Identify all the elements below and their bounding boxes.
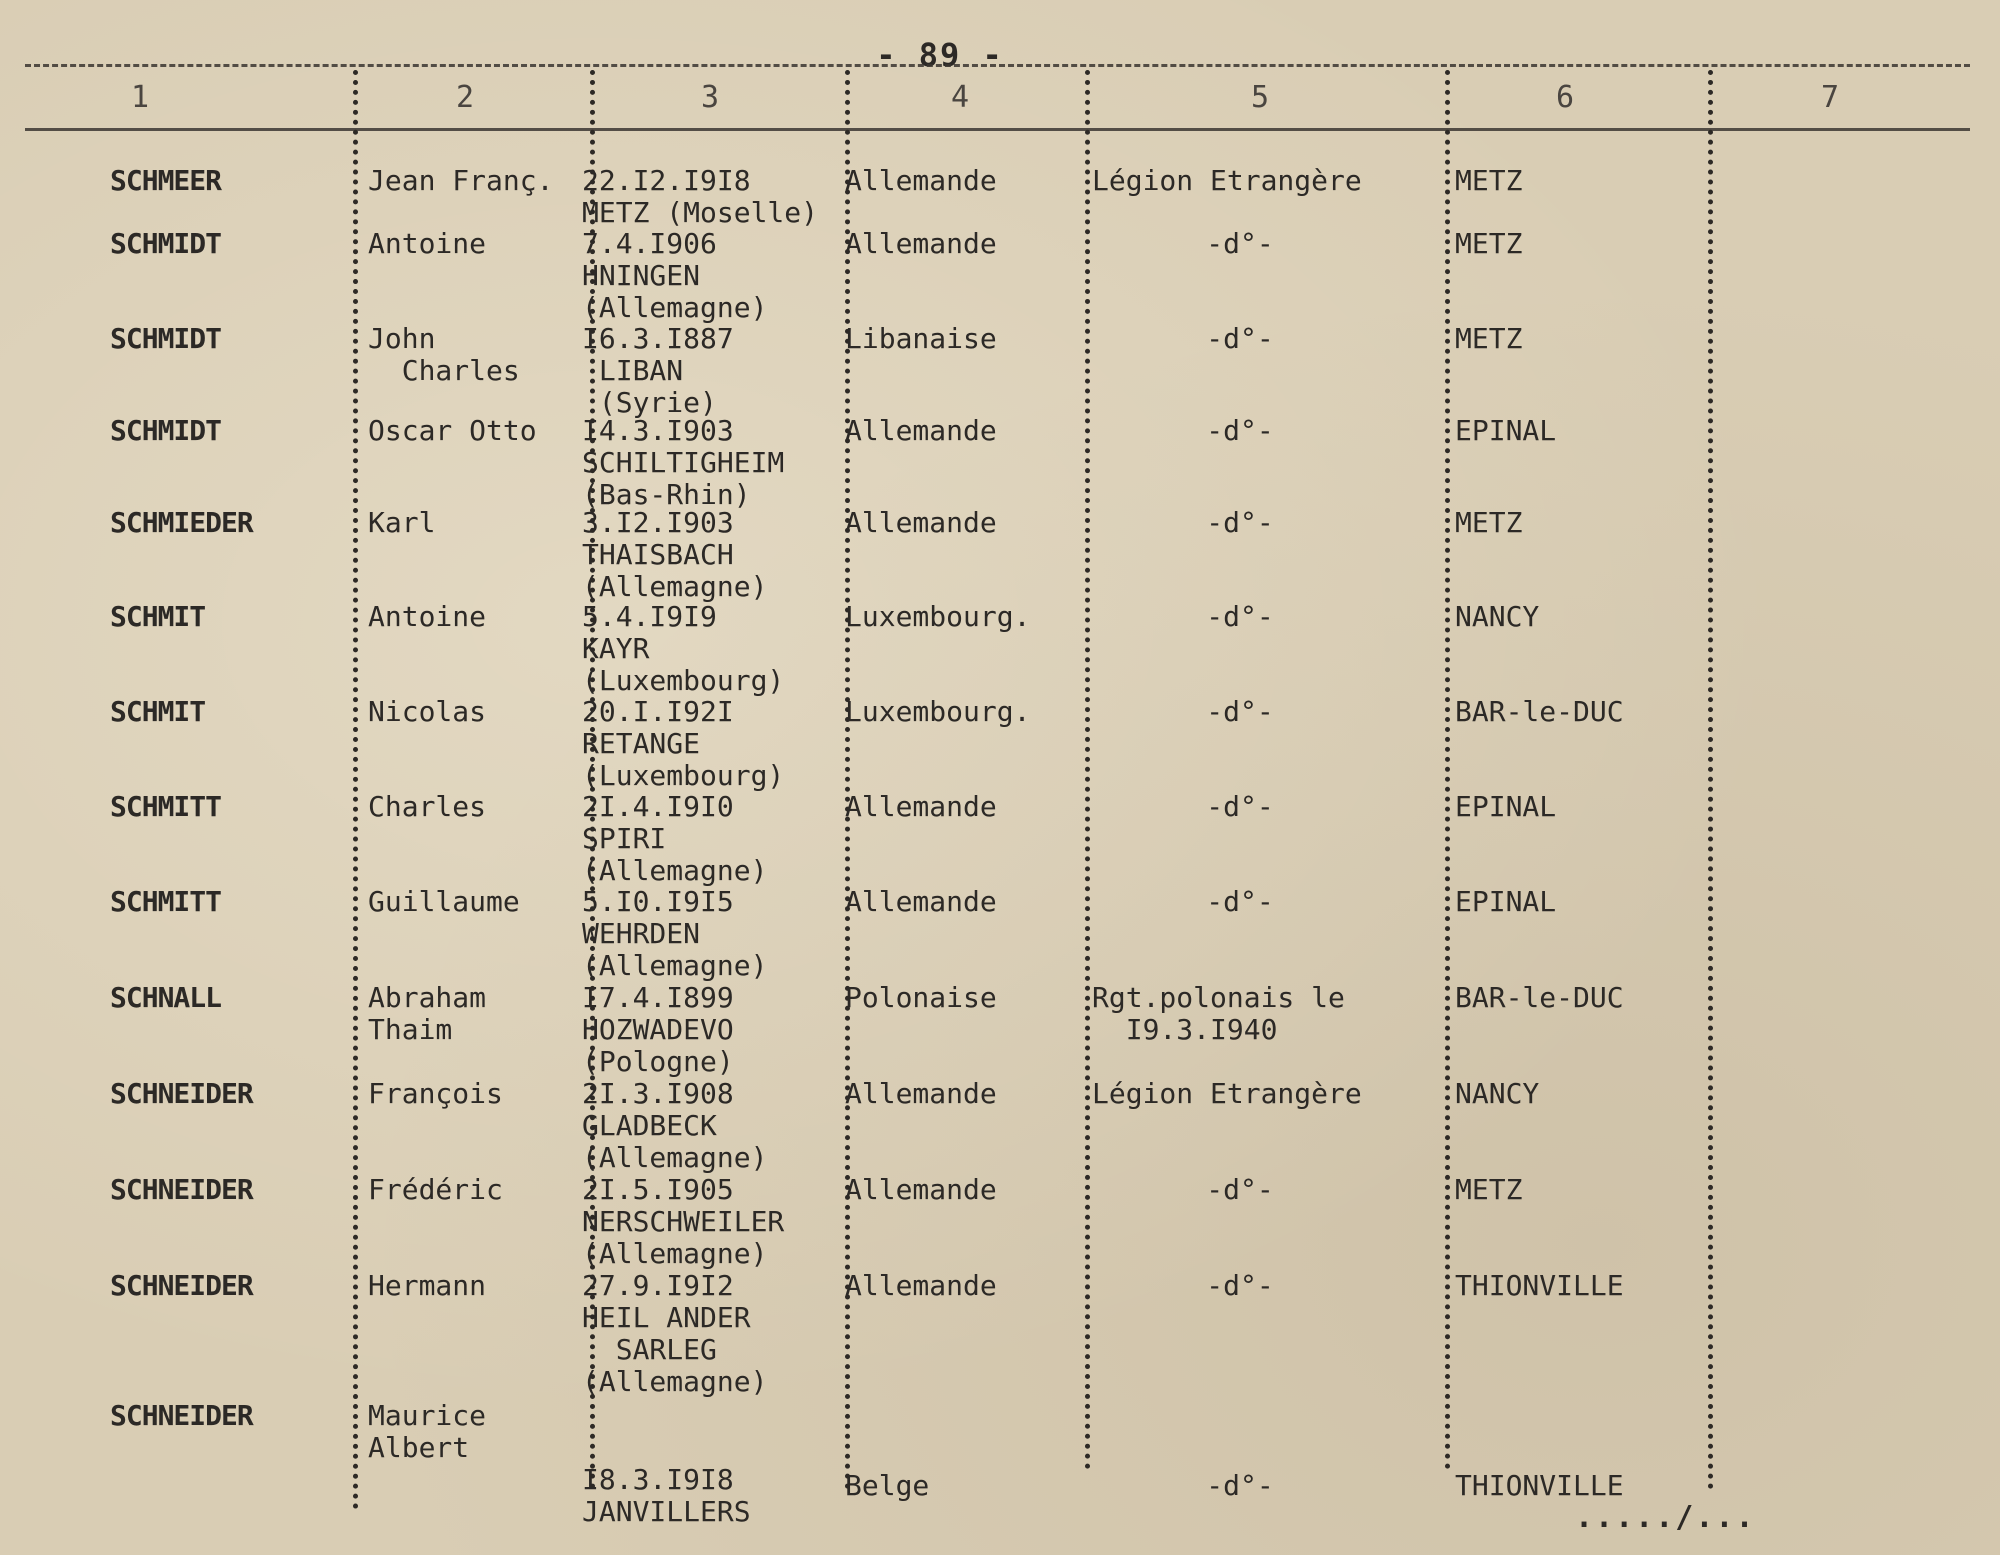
birth-date-place-line: (Luxembourg) [582,759,785,792]
unit-enlistment [1110,886,1370,918]
birth-date-place-line: NERSCHWEILER [582,1205,785,1238]
birth-date-place-line: 2I.3.I908 [582,1077,734,1110]
unit-enlistment [1110,1174,1370,1206]
unit-enlistment [1110,696,1370,728]
surname: SCHMITT [110,790,222,823]
column-number-1: 1 [130,80,150,115]
city: EPINAL [1455,790,1557,823]
birth-date-place-line: JANVILLERS [582,1495,751,1528]
birth-date-place-line: I6.3.I887 [582,322,734,355]
birth-date-place-line: I4.3.I903 [582,414,734,447]
first-names-line: Charles [368,354,520,387]
unit-enlistment-line: -d°- [1206,227,1274,260]
column-separator [1445,70,1450,1470]
first-names [368,1078,503,1110]
surname: SCHMIDT [110,322,222,355]
birth-date-place-line: HNINGEN [582,259,701,292]
first-names [368,507,435,539]
birth-date-place-line: (Allemagne) [582,1237,768,1270]
city: THIONVILLE [1455,1269,1624,1302]
birth-date-place-line: 20.I.I92I [582,695,734,728]
first-names-line: Antoine [368,227,487,260]
first-names-line: Antoine [368,600,487,633]
unit-enlistment-line: -d°- [1206,1269,1274,1302]
birth-date-place-line: (Allemagne) [582,570,768,603]
header-bottom-rule [25,128,1970,131]
birth-date-place-line: 2I.5.I905 [582,1173,734,1206]
first-names [368,1174,503,1206]
birth-date-place-line: 5.4.I9I9 [582,600,717,633]
unit-enlistment [1110,415,1370,447]
city: THIONVILLE [1455,1469,1624,1502]
birth-date-place-line: GLADBECK [582,1109,717,1142]
nationality: Libanaise [845,322,997,355]
city: METZ [1455,1173,1523,1206]
birth-date-place-line: HOZWADEVO [582,1013,734,1046]
unit-enlistment-line: -d°- [1206,322,1274,355]
birth-date-place-line: METZ (Moselle) [582,196,819,229]
birth-date-place-line: 2I.4.I9I0 [582,790,734,823]
birth-date-place [582,791,767,887]
birth-date-place-line: LIBAN [582,354,684,387]
birth-date-place [582,1078,767,1174]
city: EPINAL [1455,885,1557,918]
first-names-line: Jean Franç. [368,164,554,197]
birth-date-place [582,1174,784,1270]
unit-enlistment-line: -d°- [1206,414,1274,447]
first-names [368,415,537,447]
column-number-6: 6 [1555,80,1575,115]
birth-date-place-line: RETANGE [582,727,701,760]
unit-enlistment [1110,507,1370,539]
first-names [368,601,486,633]
birth-date-place-line: KAYR [582,632,650,665]
first-names-line: Albert [368,1431,470,1464]
first-names-line: Abraham [368,981,487,1014]
unit-enlistment [1110,1470,1370,1502]
nationality: Allemande [845,790,997,823]
birth-date-place [582,507,767,603]
birth-date-place [582,601,784,697]
city: METZ [1455,164,1523,197]
surname: SCHMIEDER [110,506,253,539]
birth-date-place-line: 7.4.I906 [582,227,717,260]
surname: SCHNEIDER [110,1269,253,1302]
birth-date-place-line: SARLEG [582,1333,717,1366]
birth-date-place-line: (Bas-Rhin) [582,478,751,511]
column-separator [353,70,358,1510]
first-names-line: Hermann [368,1269,487,1302]
unit-enlistment [1110,601,1370,633]
column-number-5: 5 [1250,80,1270,115]
city: METZ [1455,506,1523,539]
nationality: Allemande [845,1077,997,1110]
birth-date-place-line: 22.I2.I9I8 [582,164,751,197]
birth-date-place [582,1400,751,1528]
birth-date-place-line: (Allemagne) [582,1141,768,1174]
unit-enlistment [1110,228,1370,260]
column-separator [1085,70,1090,1470]
first-names-line: Frédéric [368,1173,503,1206]
birth-date-place-line: (Allemagne) [582,949,768,982]
first-names [368,886,520,918]
surname: SCHMIT [110,695,206,728]
nationality: Allemande [845,414,997,447]
column-number-4: 4 [950,80,970,115]
birth-date-place-line: (Allemagne) [582,1365,768,1398]
nationality: Luxembourg. [845,600,1031,633]
birth-date-place-line: I8.3.I9I8 [582,1463,734,1496]
first-names [368,982,486,1046]
unit-enlistment [1110,323,1370,355]
unit-enlistment-line: I9.3.I940 [1092,1013,1278,1046]
first-names-line: Karl [368,506,436,539]
birth-date-place-line: (Allemagne) [582,291,768,324]
birth-date-place [582,415,784,511]
birth-date-place [582,982,734,1078]
birth-date-place-line: THAISBACH [582,538,734,571]
birth-date-place-line: SCHILTIGHEIM [582,446,785,479]
unit-enlistment-line: Légion Etrangère [1092,1077,1362,1110]
birth-date-place [582,228,767,324]
nationality: Allemande [845,164,997,197]
birth-date-place-line: (Syrie) [582,386,717,419]
birth-date-place [582,165,818,229]
birth-date-place-line: 27.9.I9I2 [582,1269,734,1302]
first-names [368,1400,486,1464]
birth-date-place-line: 5.I0.I9I5 [582,885,734,918]
first-names-line: Charles [368,790,487,823]
city: BAR-le-DUC [1455,695,1624,728]
unit-enlistment [1092,982,1442,1046]
birth-date-place-line: SPIRI [582,822,667,855]
first-names-line: Guillaume [368,885,520,918]
column-separator [1708,70,1713,1490]
first-names-line: Thaim [368,1013,453,1046]
city: EPINAL [1455,414,1557,447]
nationality: Allemande [845,1269,997,1302]
birth-date-place-line: (Allemagne) [582,854,768,887]
nationality: Polonaise [845,981,997,1014]
first-names [368,228,486,260]
unit-enlistment-line: -d°- [1206,790,1274,823]
birth-date-place-line [582,1400,751,1432]
birth-date-place-line: WEHRDEN [582,917,701,950]
unit-enlistment [1110,791,1370,823]
column-number-7: 7 [1820,80,1840,115]
unit-enlistment-line: -d°- [1206,885,1274,918]
birth-date-place-line: I7.4.I899 [582,981,734,1014]
nationality: Allemande [845,885,997,918]
city: METZ [1455,227,1523,260]
birth-date-place [582,1270,767,1398]
surname: SCHMIDT [110,227,222,260]
unit-enlistment-line: -d°- [1206,506,1274,539]
first-names [368,791,486,823]
nationality: Allemande [845,227,997,260]
first-names [368,323,520,387]
surname: SCHNEIDER [110,1077,253,1110]
city: BAR-le-DUC [1455,981,1624,1014]
unit-enlistment-line: -d°- [1206,695,1274,728]
column-number-3: 3 [700,80,720,115]
birth-date-place-line: (Pologne) [582,1045,734,1078]
unit-enlistment [1092,165,1442,197]
first-names-line: François [368,1077,503,1110]
page-number: - 89 - [876,36,1004,74]
nationality: Allemande [845,1173,997,1206]
surname: SCHNEIDER [110,1399,253,1432]
nationality: Allemande [845,506,997,539]
city: NANCY [1455,600,1540,633]
unit-enlistment-line: Légion Etrangère [1092,164,1362,197]
surname: SCHNALL [110,981,222,1014]
unit-enlistment-line: -d°- [1206,600,1274,633]
header-top-rule [25,64,1970,67]
unit-enlistment-line: -d°- [1206,1173,1274,1206]
birth-date-place-line: (Luxembourg) [582,664,785,697]
first-names-line: Maurice [368,1399,487,1432]
nationality: Luxembourg. [845,695,1031,728]
birth-date-place-line: HEIL ANDER [582,1301,751,1334]
unit-enlistment [1110,1270,1370,1302]
surname: SCHMEER [110,164,222,197]
birth-date-place [582,696,784,792]
first-names [368,696,486,728]
city: METZ [1455,322,1523,355]
unit-enlistment-line: Rgt.polonais le [1092,981,1345,1014]
first-names [368,1270,486,1302]
first-names [368,165,553,197]
birth-date-place [582,886,767,982]
column-number-2: 2 [455,80,475,115]
surname: SCHNEIDER [110,1173,253,1206]
unit-enlistment [1092,1078,1442,1110]
nationality: Belge [845,1469,930,1502]
continuation-mark: ...../... [1575,1500,1756,1535]
first-names-line: Nicolas [368,695,487,728]
unit-enlistment-line: -d°- [1206,1469,1274,1502]
birth-date-place-line [582,1432,751,1464]
surname: SCHMIT [110,600,206,633]
surname: SCHMIDT [110,414,222,447]
first-names-line: John [368,322,436,355]
first-names-line: Oscar Otto [368,414,537,447]
city: NANCY [1455,1077,1540,1110]
surname: SCHMITT [110,885,222,918]
birth-date-place-line: 3.I2.I903 [582,506,734,539]
birth-date-place [582,323,734,419]
